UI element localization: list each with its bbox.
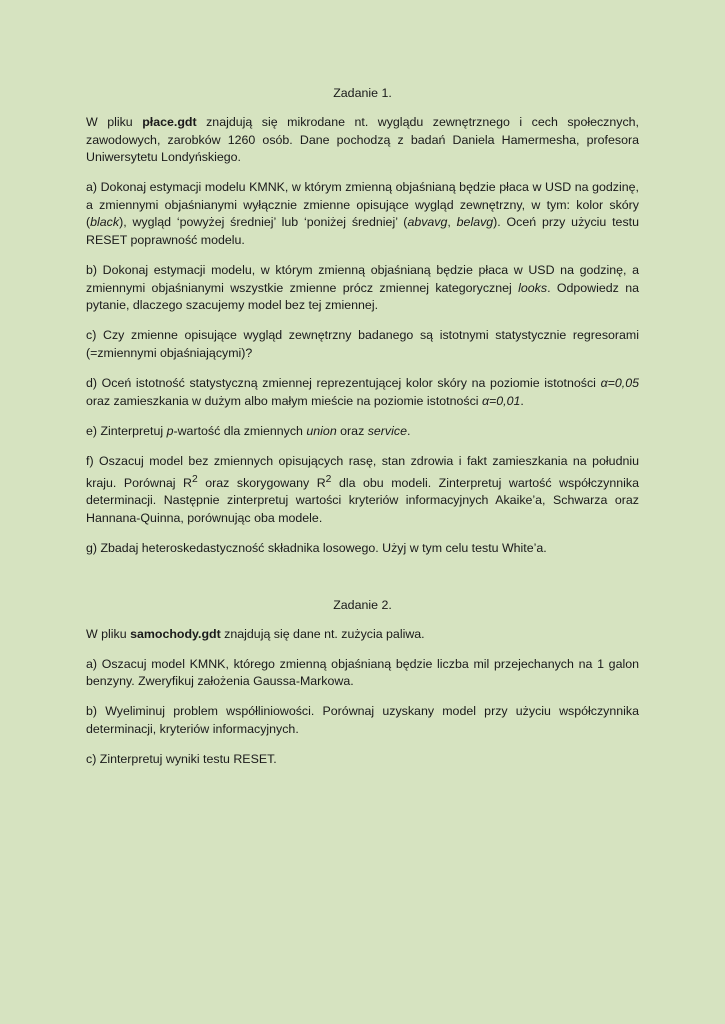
task1-point-e: e) Zinterpretuj p-wartość dla zmiennych union oraz service. <box>86 423 411 438</box>
task1-point-a: a) Dokonaj estymacji modelu KMNK, w którym zmienną objaśnianą będzie płaca w USD na godzinę, a zmiennymi objaśnianymi wyłącznie zmienne opisujące wygląd zewnętrzny, w tym: kolor skóry (black), wygląd ‘powyżej średniej’ lub ‘poniżej średniej’ (abvavg, belavg). Oceń przy użyciu testu RESET poprawność modelu. <box>86 180 639 248</box>
alpha-005: α=0,05 <box>600 376 639 391</box>
task1-point-b: b) Dokonaj estymacji modelu, w którym zmienną objaśnianą będzie płaca w USD na godzinę, a zmiennymi objaśnianymi wszystkie zmienne prócz zmiennej kategorycznej looks. Odpowiedz na pytanie, dlaczego szacujemy model bez tej zmiennej. <box>86 263 639 313</box>
superscript-2: 2 <box>191 473 198 485</box>
task2-heading: Zadanie 2. <box>333 597 392 612</box>
var-belavg: belavg <box>456 215 494 230</box>
document-content <box>86 84 639 769</box>
task1-point-g: g) Zbadaj heteroskedastyczność składnika losowego. Użyj w tym celu testu White’a. <box>86 540 547 555</box>
task2-intro: W pliku samochody.gdt znajdują się dane nt. zużycia paliwa. <box>86 626 425 641</box>
var-looks: looks <box>518 280 548 295</box>
task2-point-c: c) Zinterpretuj wyniki testu RESET. <box>86 751 277 766</box>
var-union: union <box>306 423 337 438</box>
var-abvavg: abvavg <box>407 215 448 230</box>
var-black: black <box>90 215 120 230</box>
task1-heading: Zadanie 1. <box>333 86 392 100</box>
task2-point-b: b) Wyeliminuj problem współliniowości. Porównaj uzyskany model przy użyciu współczynnika determinacji, kryteriów informacyjnych. <box>86 704 639 736</box>
task1-point-c: c) Czy zmienne opisujące wygląd zewnętrzny badanego są istotnymi statystycznie regresorami (=zmiennymi objaśniającymi)? <box>86 328 639 361</box>
task1-point-f: f) Oszacuj model bez zmiennych opisujących rasę, stan zdrowia i fakt zamieszkania na południu kraju. Porównaj $R^2$ oraz skorygowany $R^2$ dla obu modeli. Zinterpretuj wartość współczynnika determinacji. Następnie zinterpretuj wartości kryteriów informacyjnych Akaike’a, Schwarza oraz Hannana-Quinna, porównując oba modele. <box>86 453 639 525</box>
alpha-001: α=0,01 <box>481 393 521 408</box>
var-service: service <box>367 423 407 438</box>
task2-point-a: a) Oszacuj model KMNK, którego zmienną objaśnianą będzie liczba mil przejechanych na 1 galon benzyny. Zweryfikuj założenia Gaussa-Markowa. <box>86 656 639 689</box>
superscript-2: 2 <box>325 473 332 485</box>
task1-intro: W pliku płace.gdt znajdują się mikrodane nt. wyglądu zewnętrznego i cech społecznych, zawodowych, zarobków 1260 osób. Dane pochodzą z badań Daniela Hamermesha, profesora Uniwersytetu Londyńskiego. <box>86 115 639 165</box>
file-name-place: płace.gdt <box>142 115 197 129</box>
task1-point-d: d) Oceń istotność statystyczną zmiennej reprezentującej kolor skóry na poziomie istotności α=0,05 oraz zamieszkania w dużym albo małym mieście na poziomie istotności α=0,01. <box>86 376 639 408</box>
file-name-samochody: samochody.gdt <box>130 626 221 641</box>
p-symbol: p <box>166 423 174 438</box>
